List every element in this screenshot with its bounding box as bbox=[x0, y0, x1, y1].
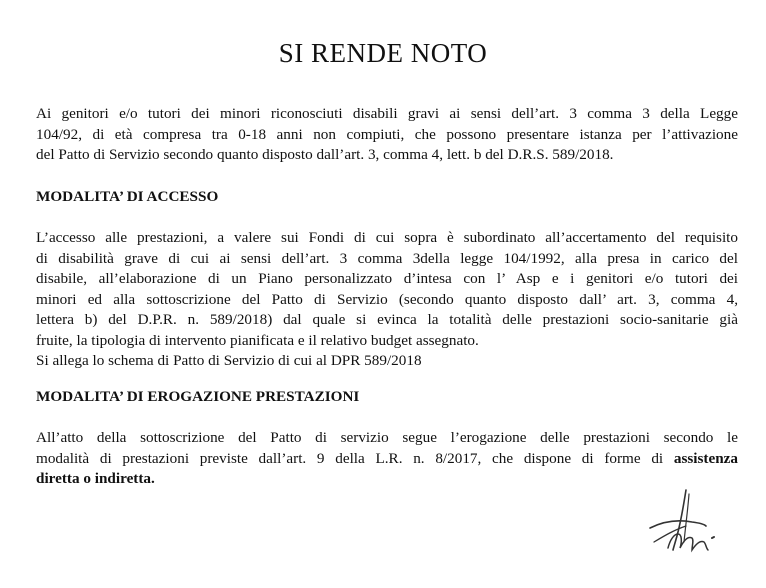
intro-line: 104/92, di età compresa tra 0-18 anni non compiuti, che possono presentare istanza per l’attivazione bbox=[36, 125, 738, 143]
section-heading-erogazione: MODALITA’ DI EROGAZIONE PRESTAZIONI bbox=[36, 388, 360, 405]
accesso-paragraph bbox=[36, 228, 738, 372]
erogazione-line bbox=[36, 449, 738, 470]
intro-line: Ai genitori e/o tutori dei minori riconosciuti disabili gravi ai sensi dell’art. 3 comma 3 della Legge bbox=[36, 105, 738, 122]
accesso-line: Si allega lo schema di Patto di Servizio di cui al DPR 589/2018 bbox=[36, 352, 422, 369]
erogazione-line: All’atto della sottoscrizione del Patto di servizio segue l’erogazione delle prestazioni secondo le bbox=[36, 429, 738, 446]
intro-paragraph bbox=[36, 104, 738, 166]
erogazione-paragraph bbox=[36, 428, 738, 490]
handwritten-signature bbox=[640, 482, 740, 562]
intro-line: del Patto di Servizio secondo quanto disposto dall’art. 3, comma 4, lett. b del D.R.S. 589/2018. bbox=[36, 146, 614, 163]
erogazione-text: modalità di prestazioni previste dall’art. 9 della L.R. n. 8/2017, che dispone di forme di bbox=[36, 449, 674, 467]
accesso-line: di disabilità grave di cui ai sensi dell’art. 3 comma 3della legge 104/1992, alla presa in carico del bbox=[36, 249, 738, 267]
section-heading-accesso: MODALITA’ DI ACCESSO bbox=[36, 188, 219, 205]
page-title: SI RENDE NOTO bbox=[278, 38, 488, 68]
accesso-line: fruite, la tipologia di intervento pianificata e il relativo budget assegnato. bbox=[36, 331, 479, 349]
erogazione-bold-text: assistenza bbox=[673, 449, 738, 467]
accesso-line: lettera b) del D.P.R. n. 589/2018) dal quale si evinca la totalità delle prestazioni socio-sanitarie già bbox=[36, 311, 738, 328]
accesso-line: disabile, all’elaborazione di un Piano personalizzato d’intesa con l’ Asp e i genitori e/o tutori dei bbox=[36, 270, 738, 287]
erogazione-bold-line: diretta o indiretta. bbox=[36, 470, 155, 487]
accesso-line: minori ed alla sottoscrizione del Patto di Servizio (secondo quanto disposto dall’ art. 3, comma 4, bbox=[36, 290, 738, 308]
accesso-line: L’accesso alle prestazioni, a valere sui Fondi di cui sopra è subordinato all’accertamento del requisito bbox=[36, 229, 738, 246]
